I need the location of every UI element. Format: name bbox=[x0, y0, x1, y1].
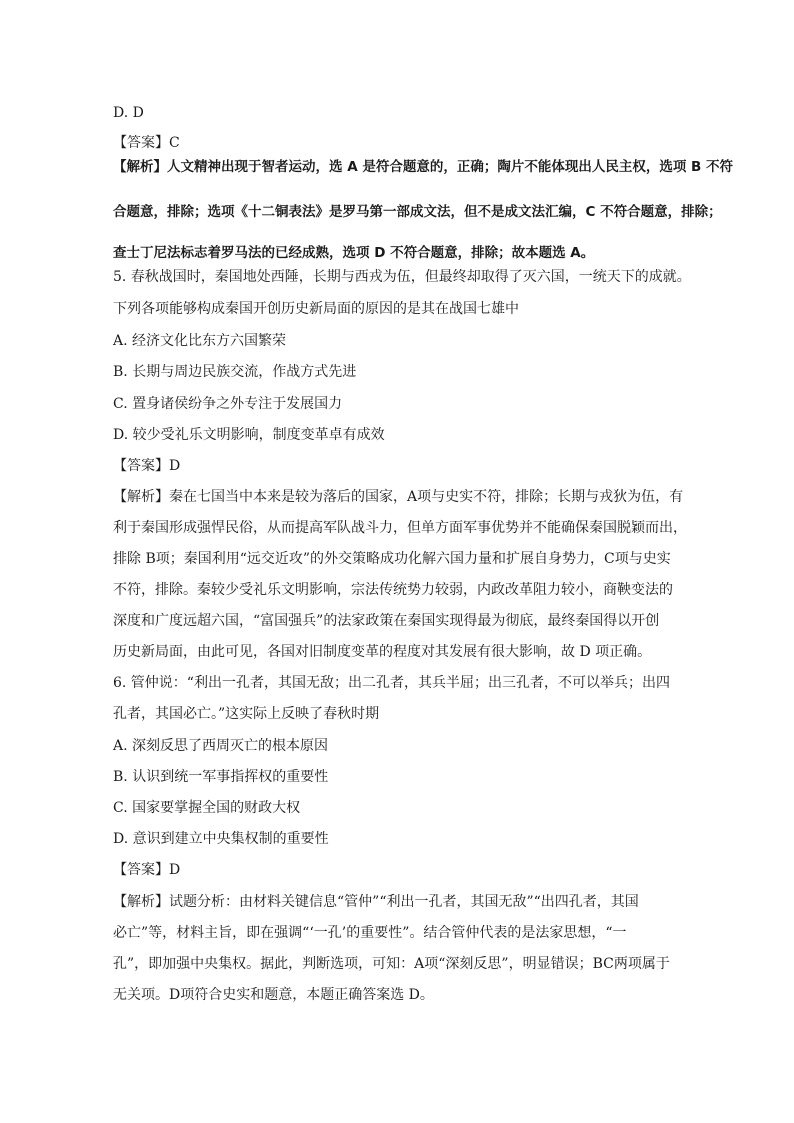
q5-option-a: A. 经济文化比东方六国繁荣 bbox=[113, 333, 287, 349]
q5-analysis-line-4: 不符，排除。秦较少受礼乐文明影响，宗法传统势力较弱，内政改革阻力较小，商鞅变法的 bbox=[113, 582, 673, 598]
q6-analysis-line-2: 必亡”等，材料主旨，即在强调“‘一孔’的重要性”。结合管仲代表的是法家思想，“一 bbox=[113, 925, 627, 941]
q5-stem-line-1: 5. 春秋战国时，秦国地处西陲，长期与西戎为伍，但最终却取得了灭六国，一统天下的成就。 bbox=[113, 269, 691, 285]
q4-analysis-line-3: 查士丁尼法标志着罗马法的已经成熟，选项 D 不符合题意，排除；故本题选 A。 bbox=[113, 245, 595, 261]
q6-analysis-line-4: 无关项。D项符合史实和题意，本题正确答案选 D。 bbox=[113, 987, 434, 1003]
q5-option-d: D. 较少受礼乐文明影响，制度变革卓有成效 bbox=[113, 427, 385, 443]
q4-analysis-line-1: 【解析】人文精神出现于智者运动，选 A 是符合题意的，正确；陶片不能体现出人民主权，选项 B 不符 bbox=[113, 159, 734, 175]
q5-option-b: B. 长期与周边民族交流，作战方式先进 bbox=[113, 364, 357, 380]
q6-analysis-line-1: 【解析】试题分析：由材料关键信息“管仲”“利出一孔者，其国无敌”“出四孔者，其国 bbox=[113, 894, 639, 910]
q5-analysis-line-6: 历史新局面，由此可见，各国对旧制度变革的程度对其发展有很大影响，故 D 项正确。 bbox=[113, 644, 652, 660]
q5-analysis-line-5: 深度和广度远超六国，“富国强兵”的法家政策在秦国实现得最为彻底，最终秦国得以开创 bbox=[113, 613, 660, 629]
q5-stem-line-2: 下列各项能够构成秦国开创历史新局面的原因的是其在战国七雄中 bbox=[113, 301, 519, 317]
q4-answer: 【答案】C bbox=[113, 135, 180, 151]
q6-option-c: C. 国家要掌握全国的财政大权 bbox=[113, 800, 301, 816]
q6-option-d: D. 意识到建立中央集权制的重要性 bbox=[113, 831, 329, 847]
q5-analysis-line-3: 排除 B项；秦国利用“远交近攻”的外交策略成功化解六国力量和扩展自身势力，C项与史实 bbox=[113, 551, 671, 567]
q6-answer: 【答案】D bbox=[113, 862, 181, 878]
q4-analysis-line-2: 合题意，排除；选项《十二铜表法》是罗马第一部成文法，但不是成文法汇编，C 不符合题意，排除； bbox=[113, 204, 722, 220]
q4-option-d: D. D bbox=[113, 105, 144, 121]
q5-analysis-line-2: 利于秦国形成强悍民俗，从而提高军队战斗力，但单方面军事优势并不能确保秦国脱颖而出， bbox=[113, 520, 687, 536]
q6-option-b: B. 认识到统一军事指挥权的重要性 bbox=[113, 769, 329, 785]
q6-stem-line-2: 孔者，其国必亡。”这实际上反映了春秋时期 bbox=[113, 706, 380, 722]
q5-option-c: C. 置身诸侯纷争之外专注于发展国力 bbox=[113, 396, 343, 412]
q5-answer: 【答案】D bbox=[113, 458, 181, 474]
q6-analysis-line-3: 孔”，即加强中央集权。据此，判断选项，可知：A项“深刻反思”，明显错误；BC两项属于 bbox=[113, 956, 670, 972]
q6-stem-line-1: 6. 管仲说：“利出一孔者，其国无敌；出二孔者，其兵半屈；出三孔者，不可以举兵；出四 bbox=[113, 675, 670, 691]
q6-option-a: A. 深刻反思了西周灭亡的根本原因 bbox=[113, 738, 329, 754]
q5-analysis-line-1: 【解析】秦在七国当中本来是较为落后的国家，A项与史实不符，排除；长期与戎狄为伍，有 bbox=[113, 489, 684, 505]
